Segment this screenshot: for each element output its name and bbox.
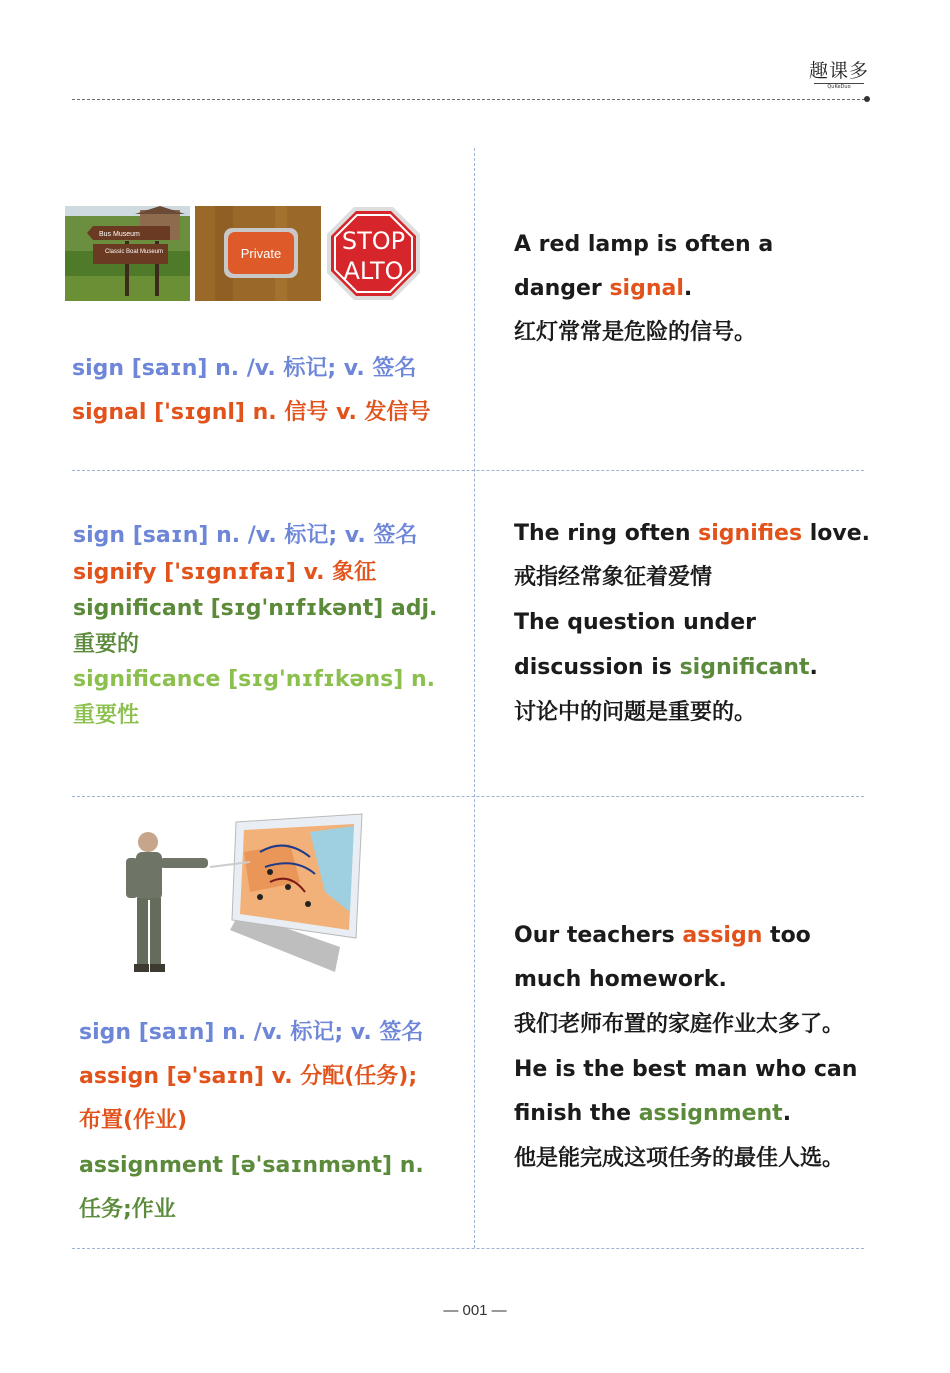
bus-sign-line-1: Bus Museum xyxy=(99,231,140,238)
card3-sentence-2-pre: finish the xyxy=(514,1101,639,1126)
card2-sentence-1-highlight: signifies xyxy=(698,521,803,546)
card2-sentence-2-highlight: significant xyxy=(679,655,810,680)
card3-sentence-2-translation: 他是能完成这项任务的最佳人选。 xyxy=(514,1146,845,1171)
card3-sentence-1-line-1 xyxy=(514,922,811,950)
card2-sentence-1-post: love. xyxy=(802,521,871,546)
card2-sentence-2-translation: 讨论中的问题是重要的。 xyxy=(514,700,757,725)
stop-sign-photo xyxy=(326,206,421,301)
card2-sentence-2-post: . xyxy=(809,655,818,680)
card1-sentence-pre: danger xyxy=(514,276,610,301)
bus-sign-line-2: Classic Boat Museum xyxy=(105,249,164,255)
card2-sentence-1 xyxy=(514,520,870,548)
card3-sentence-2-line-2 xyxy=(514,1100,791,1128)
column-divider xyxy=(474,148,475,1248)
private-sign-photo xyxy=(195,206,321,301)
card2-word-significance: significance [sɪg'nɪfɪkəns] n. xyxy=(73,667,435,692)
card3-sentence-1-translation: 我们老师布置的家庭作业太多了。 xyxy=(514,1012,845,1037)
card2-word-significant-meaning: 重要的 xyxy=(73,632,140,657)
card2-sentence-1-pre: The ring often xyxy=(514,521,699,546)
officer-map-illustration xyxy=(110,812,366,988)
card2-word-significance-meaning: 重要性 xyxy=(73,703,140,728)
card3-sentence-2-highlight: assignment xyxy=(638,1101,783,1126)
card1-word-sign: sign [saɪn] n. /v. 标记; v. 签名 xyxy=(72,356,417,381)
brand-logo-en: QuKeDuo xyxy=(814,83,864,91)
card1-sentence-line-2 xyxy=(514,275,692,303)
card3-sentence-2-post: . xyxy=(782,1101,792,1126)
card3-word-assign: assign [ə'saɪn] v. 分配(任务); xyxy=(79,1064,418,1089)
card2-word-sign: sign [saɪn] n. /v. 标记; v. 签名 xyxy=(73,523,418,548)
card3-word-sign: sign [saɪn] n. /v. 标记; v. 签名 xyxy=(79,1020,424,1045)
bus-museum-sign-photo xyxy=(65,206,190,301)
card1-word-signal: signal ['sɪgnl] n. 信号 v. 发信号 xyxy=(72,400,431,425)
brand-logo-cn: 趣课多 xyxy=(808,60,869,82)
card2-sentence-1-translation: 戒指经常象征着爱情 xyxy=(514,565,713,590)
row-divider-3 xyxy=(72,1248,864,1249)
card3-sentence-1-highlight: assign xyxy=(682,923,763,948)
card3-sentence-1-post: too xyxy=(762,923,811,948)
card1-sentence-post: . xyxy=(683,276,693,301)
alto-sign-text: ALTO xyxy=(343,257,404,285)
row-divider-2 xyxy=(72,796,864,797)
card1-sentence-translation: 红灯常常是危险的信号。 xyxy=(514,320,757,345)
brand-logo xyxy=(808,60,870,91)
page-number: — 001 — xyxy=(443,1302,507,1319)
card2-word-significant: significant [sɪg'nɪfɪkənt] adj. xyxy=(73,596,438,621)
card3-sentence-2-line-1: He is the best man who can xyxy=(514,1057,858,1082)
card1-sentence-line-1: A red lamp is often a xyxy=(514,232,774,257)
card3-word-assignment: assignment [ə'saɪnmənt] n. xyxy=(79,1153,424,1178)
card1-sentence-highlight: signal xyxy=(609,276,684,301)
header-divider xyxy=(72,99,865,100)
card3-word-assignment-meaning: 任务;作业 xyxy=(79,1197,176,1222)
card3-sentence-1-pre: Our teachers xyxy=(514,923,683,948)
row-divider-1 xyxy=(72,470,864,471)
card3-word-assign-meaning: 布置(作业) xyxy=(79,1108,188,1133)
stop-sign-text: STOP xyxy=(341,227,406,255)
card2-word-signify: signify ['sɪgnɪfaɪ] v. 象征 xyxy=(73,560,377,585)
card2-sentence-2-line-1: The question under xyxy=(514,610,757,635)
card3-sentence-1-line-2: much homework. xyxy=(514,967,727,992)
card2-sentence-2-line-2 xyxy=(514,654,818,682)
header-divider-dot xyxy=(864,96,870,102)
card2-sentence-2-pre: discussion is xyxy=(514,655,680,680)
private-sign-text: Private xyxy=(240,246,282,261)
